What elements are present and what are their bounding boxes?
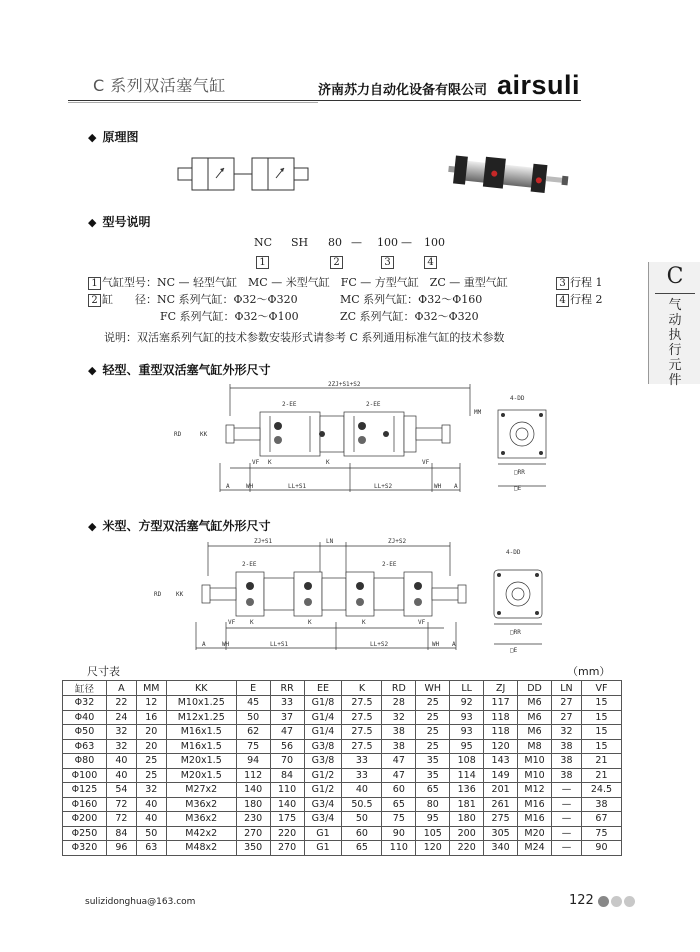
table-cell: 220 [450, 841, 484, 856]
dim-wh-left: WH [246, 483, 254, 490]
dim-vf-left: VF [252, 459, 260, 466]
model-desc-stroke1 [556, 274, 603, 290]
dimension-table [62, 680, 622, 856]
table-caption: 尺寸表 [87, 665, 120, 678]
table-cell: 90 [382, 826, 416, 841]
table-cell: 27.5 [342, 739, 382, 754]
dim-ll-s2: LL+S2 [374, 483, 393, 490]
table-cell: Φ160 [63, 797, 107, 812]
table-cell: 50 [236, 710, 270, 725]
table-cell: 37 [270, 710, 304, 725]
dim-rr: □RR [514, 469, 525, 476]
table-row [63, 725, 622, 740]
table-cell: 40 [136, 812, 166, 827]
table-cell: — [552, 841, 582, 856]
model-part-series: NC [254, 236, 273, 249]
side-tab-divider [655, 293, 695, 294]
table-cell: — [552, 826, 582, 841]
dim-k-right: K [326, 459, 330, 466]
model-index-box-2: 2 [88, 294, 101, 307]
dim-2zj: 2ZJ+S1+S2 [328, 381, 361, 388]
table-header-cell: E [236, 681, 270, 696]
table-cell: 32 [552, 725, 582, 740]
diamond-bullet-icon: ◆ [88, 520, 97, 533]
table-cell: 15 [581, 696, 621, 711]
model-desc-stroke1-text: 行程 1 [570, 276, 603, 289]
dim-e: □E [514, 485, 522, 492]
table-cell: 20 [136, 739, 166, 754]
table-cell: 105 [416, 826, 450, 841]
dim-wh-right: WH [432, 641, 440, 648]
table-cell: 25 [416, 725, 450, 740]
table-cell: 24.5 [581, 783, 621, 798]
table-cell: 33 [342, 768, 382, 783]
table-row [63, 739, 622, 754]
table-cell: 93 [450, 710, 484, 725]
dim-rd: RD [154, 591, 162, 598]
table-cell: 38 [382, 725, 416, 740]
dim-k-2: K [308, 619, 312, 626]
dim-ee-left: 2-EE [282, 401, 297, 408]
table-cell: Φ125 [63, 783, 107, 798]
table-row [63, 710, 622, 725]
table-cell: 84 [106, 826, 136, 841]
table-cell: 270 [236, 826, 270, 841]
table-cell: Φ320 [63, 841, 107, 856]
table-cell: G1 [304, 841, 342, 856]
table-cell: 27 [552, 696, 582, 711]
dim-dd: 4-DD [510, 395, 525, 402]
table-cell: 40 [342, 783, 382, 798]
dim-ee-right: 2-EE [382, 561, 397, 568]
table-cell: 50 [342, 812, 382, 827]
table-header-cell: DD [518, 681, 552, 696]
table-cell: 15 [581, 739, 621, 754]
model-desc-stroke2-text: 行程 2 [570, 293, 603, 306]
model-note: 说明：双活塞系列气缸的技术参数安装形式请参考 C 系列通用标准气缸的技术参数 [104, 331, 505, 344]
dim-ll-s1: LL+S1 [270, 641, 289, 648]
table-cell: 181 [450, 797, 484, 812]
model-part-dash2: — [401, 236, 412, 249]
table-cell: M10x1.25 [166, 696, 236, 711]
model-index-box-4: 4 [424, 256, 437, 269]
table-body [63, 696, 622, 856]
table-cell: 110 [382, 841, 416, 856]
side-tab-label: 气动执行元件 [668, 298, 682, 388]
table-header-cell: MM [136, 681, 166, 696]
table-cell: 50.5 [342, 797, 382, 812]
page-dot-1 [598, 896, 609, 907]
table-row [63, 841, 622, 856]
model-index-box-3: 3 [556, 277, 569, 290]
dim-rr: □RR [510, 629, 521, 636]
table-cell: M42x2 [166, 826, 236, 841]
table-cell: M16 [518, 797, 552, 812]
table-cell: Φ100 [63, 768, 107, 783]
table-cell: 200 [450, 826, 484, 841]
table-cell: 180 [236, 797, 270, 812]
model-desc-bore-mc: MC 系列气缸：Φ32～Φ160 [340, 293, 483, 306]
drawing-rice-square [150, 532, 550, 654]
table-header-cell: KK [166, 681, 236, 696]
table-cell: 40 [106, 768, 136, 783]
table-cell: 67 [581, 812, 621, 827]
table-cell: 32 [382, 710, 416, 725]
table-cell: 118 [484, 725, 518, 740]
footer-email: sulizidonghua@163.com [85, 897, 196, 907]
table-cell: 75 [236, 739, 270, 754]
model-part-dash1: — [351, 236, 362, 249]
table-header-cell: A [106, 681, 136, 696]
principle-schematic [170, 148, 320, 200]
table-cell: M12 [518, 783, 552, 798]
table-header-cell: WH [416, 681, 450, 696]
table-cell: 27.5 [342, 710, 382, 725]
page-series-title: C 系列双活塞气缸 [93, 76, 226, 95]
table-header-cell: RR [270, 681, 304, 696]
diamond-bullet-icon: ◆ [88, 364, 97, 377]
table-cell: 95 [450, 739, 484, 754]
table-cell: 175 [270, 812, 304, 827]
table-cell: 80 [416, 797, 450, 812]
diamond-bullet-icon: ◆ [88, 131, 97, 144]
table-cell: Φ80 [63, 754, 107, 769]
dim-a-right: A [452, 641, 456, 648]
dim-vf-right: VF [422, 459, 430, 466]
table-cell: 62 [236, 725, 270, 740]
table-cell: G1/2 [304, 783, 342, 798]
table-cell: M16x1.5 [166, 725, 236, 740]
model-index-box-1: 1 [88, 277, 101, 290]
dim-dd: 4-DD [506, 549, 521, 556]
dim-vf-right: VF [418, 619, 426, 626]
page-dot-2 [611, 896, 622, 907]
dim-kk: KK [200, 431, 208, 438]
table-cell: 21 [581, 768, 621, 783]
table-row [63, 797, 622, 812]
table-cell: 114 [450, 768, 484, 783]
section-light-heavy-text: 轻型、重型双活塞气缸外形尺寸 [102, 363, 271, 377]
table-row [63, 783, 622, 798]
model-desc-line1 [88, 274, 508, 290]
dim-e: □E [510, 647, 518, 654]
table-cell: Φ200 [63, 812, 107, 827]
header-rule [68, 100, 581, 101]
table-cell: 120 [416, 841, 450, 856]
table-cell: 350 [236, 841, 270, 856]
table-cell: 63 [136, 841, 166, 856]
model-index-box-3: 3 [381, 256, 394, 269]
table-cell: 27.5 [342, 725, 382, 740]
model-desc-type: 气缸型号：NC — 轻型气缸 MC — 米型气缸 FC — 方型气缸 ZC — 重型气缸 [102, 276, 508, 289]
dim-wh-right: WH [434, 483, 442, 490]
table-cell: 305 [484, 826, 518, 841]
model-index-box-4: 4 [556, 294, 569, 307]
side-category-tab [648, 262, 700, 388]
table-cell: 140 [236, 783, 270, 798]
table-cell: M48x2 [166, 841, 236, 856]
table-cell: 33 [342, 754, 382, 769]
table-cell: 47 [270, 725, 304, 740]
table-cell: Φ250 [63, 826, 107, 841]
dim-zj-s1: ZJ+S1 [254, 538, 273, 545]
table-header-cell: LL [450, 681, 484, 696]
table-cell: M20x1.5 [166, 754, 236, 769]
model-part-stroke1: 100 [377, 236, 398, 249]
table-cell: — [552, 797, 582, 812]
dim-ee-right: 2-EE [366, 401, 381, 408]
table-cell: 140 [270, 797, 304, 812]
table-cell: M36x2 [166, 797, 236, 812]
table-cell: G1/8 [304, 696, 342, 711]
schematic-cylinder-left [192, 158, 234, 190]
table-cell: 75 [382, 812, 416, 827]
dim-zj-s2: ZJ+S2 [388, 538, 407, 545]
table-cell: 143 [484, 754, 518, 769]
table-row [63, 768, 622, 783]
model-part-stroke2: 100 [424, 236, 445, 249]
table-cell: 136 [450, 783, 484, 798]
table-cell: 75 [581, 826, 621, 841]
table-unit: （mm） [567, 665, 611, 678]
table-cell: 22 [106, 696, 136, 711]
table-cell: 112 [236, 768, 270, 783]
schematic-cylinder-right [252, 158, 294, 190]
table-cell: G1/4 [304, 710, 342, 725]
table-cell: M20 [518, 826, 552, 841]
table-cell: — [552, 812, 582, 827]
table-header-cell: RD [382, 681, 416, 696]
table-header-cell: EE [304, 681, 342, 696]
table-cell: M8 [518, 739, 552, 754]
company-name: 济南苏力自动化设备有限公司 [318, 83, 488, 98]
table-cell: 50 [136, 826, 166, 841]
dim-kk: KK [176, 591, 184, 598]
table-cell: G1 [304, 826, 342, 841]
table-cell: 38 [552, 754, 582, 769]
table-cell: 15 [581, 725, 621, 740]
table-cell: Φ63 [63, 739, 107, 754]
table-cell: 38 [382, 739, 416, 754]
table-cell: 65 [416, 783, 450, 798]
table-cell: 261 [484, 797, 518, 812]
section-rice-square-text: 米型、方型双活塞气缸外形尺寸 [102, 519, 271, 533]
table-cell: 35 [416, 768, 450, 783]
dim-ll-s2: LL+S2 [370, 641, 389, 648]
table-cell: 72 [106, 797, 136, 812]
table-cell: 21 [581, 754, 621, 769]
table-cell: 25 [416, 710, 450, 725]
table-cell: 149 [484, 768, 518, 783]
table-cell: 38 [581, 797, 621, 812]
model-desc-line2 [88, 291, 298, 307]
table-cell: 180 [450, 812, 484, 827]
model-part-bore: 80 [328, 236, 342, 249]
table-cell: 32 [136, 783, 166, 798]
table-cell: M6 [518, 696, 552, 711]
table-cell: Φ50 [63, 725, 107, 740]
section-principle-text: 原理图 [102, 130, 139, 144]
table-cell: 16 [136, 710, 166, 725]
table-cell: 65 [342, 841, 382, 856]
table-row [63, 754, 622, 769]
table-cell: 92 [450, 696, 484, 711]
table-header-cell: 缸径 [63, 681, 107, 696]
table-cell: M24 [518, 841, 552, 856]
table-cell: 118 [484, 710, 518, 725]
table-cell: 60 [382, 783, 416, 798]
table-header-row [63, 681, 622, 696]
table-cell: Φ40 [63, 710, 107, 725]
table-cell: 96 [106, 841, 136, 856]
table-cell: M16x1.5 [166, 739, 236, 754]
table-cell: 15 [581, 710, 621, 725]
table-cell: 32 [106, 739, 136, 754]
table-cell: 340 [484, 841, 518, 856]
dim-a-left: A [226, 483, 230, 490]
table-cell: 25 [416, 696, 450, 711]
table-cell: 110 [270, 783, 304, 798]
table-cell: 47 [382, 768, 416, 783]
diamond-bullet-icon: ◆ [88, 216, 97, 229]
table-cell: 90 [581, 841, 621, 856]
dim-ee-left: 2-EE [242, 561, 257, 568]
page-dot-3 [624, 896, 635, 907]
model-desc-bore-zc: ZC 系列气缸：Φ32～Φ320 [340, 310, 479, 323]
section-model-heading [88, 213, 150, 230]
table-row [63, 812, 622, 827]
section-principle-heading [88, 128, 138, 145]
header-rule-secondary [68, 102, 318, 103]
dim-vf-left: VF [228, 619, 236, 626]
table-cell: 20 [136, 725, 166, 740]
section-light-heavy-heading [88, 361, 270, 378]
table-cell: 38 [552, 739, 582, 754]
table-cell: G3/4 [304, 797, 342, 812]
table-cell: 108 [450, 754, 484, 769]
table-cell: 65 [382, 797, 416, 812]
dim-a-right: A [454, 483, 458, 490]
table-cell: G3/8 [304, 739, 342, 754]
table-cell: 33 [270, 696, 304, 711]
table-cell: M10 [518, 768, 552, 783]
table-cell: 117 [484, 696, 518, 711]
table-cell: 40 [106, 754, 136, 769]
table-cell: 275 [484, 812, 518, 827]
table-cell: 12 [136, 696, 166, 711]
table-cell: 32 [106, 725, 136, 740]
dim-k-left: K [268, 459, 272, 466]
table-cell: 40 [136, 797, 166, 812]
table-cell: 72 [106, 812, 136, 827]
table-cell: G3/8 [304, 754, 342, 769]
table-cell: 56 [270, 739, 304, 754]
table-cell: 25 [136, 754, 166, 769]
dim-ll-s1: LL+S1 [288, 483, 307, 490]
model-index-box-1: 1 [256, 256, 269, 269]
dim-k-3: K [362, 619, 366, 626]
table-row [63, 696, 622, 711]
table-header-cell: ZJ [484, 681, 518, 696]
table-header-cell: VF [581, 681, 621, 696]
table-cell: M27x2 [166, 783, 236, 798]
table-cell: G3/4 [304, 812, 342, 827]
table-cell: 38 [552, 768, 582, 783]
table-cell: 270 [270, 841, 304, 856]
table-cell: 27 [552, 710, 582, 725]
dim-a-left: A [202, 641, 206, 648]
model-part-type: SH [291, 236, 309, 249]
table-cell: 35 [416, 754, 450, 769]
table-cell: M6 [518, 710, 552, 725]
table-cell: 60 [342, 826, 382, 841]
table-cell: 54 [106, 783, 136, 798]
table-header-cell: LN [552, 681, 582, 696]
table-cell: 47 [382, 754, 416, 769]
dim-ln: LN [326, 538, 334, 545]
brand-logo-text: airsuli [497, 70, 581, 100]
table-cell: 120 [484, 739, 518, 754]
table-cell: 93 [450, 725, 484, 740]
table-cell: 24 [106, 710, 136, 725]
model-desc-stroke2 [556, 291, 603, 307]
table-cell: G1/4 [304, 725, 342, 740]
dim-k-1: K [250, 619, 254, 626]
table-cell: 25 [136, 768, 166, 783]
model-desc-bore-fc: FC 系列气缸：Φ32～Φ100 [160, 310, 299, 323]
table-cell: M12x1.25 [166, 710, 236, 725]
table-cell: 28 [382, 696, 416, 711]
table-cell: M6 [518, 725, 552, 740]
section-model-text: 型号说明 [102, 215, 151, 229]
table-row [63, 826, 622, 841]
table-cell: M36x2 [166, 812, 236, 827]
table-cell: — [552, 783, 582, 798]
table-cell: G1/2 [304, 768, 342, 783]
dim-mm: MM [474, 409, 482, 416]
table-cell: 70 [270, 754, 304, 769]
table-cell: Φ32 [63, 696, 107, 711]
table-cell: 230 [236, 812, 270, 827]
table-cell: 220 [270, 826, 304, 841]
table-cell: 94 [236, 754, 270, 769]
table-cell: M10 [518, 754, 552, 769]
table-cell: 27.5 [342, 696, 382, 711]
drawing-light-heavy [170, 378, 550, 496]
dim-rd: RD [174, 431, 182, 438]
table-cell: 45 [236, 696, 270, 711]
model-index-box-2: 2 [330, 256, 343, 269]
dim-wh-left: WH [222, 641, 230, 648]
table-cell: 201 [484, 783, 518, 798]
cylinder-product-image [440, 153, 575, 201]
table-cell: 95 [416, 812, 450, 827]
table-cell: 25 [416, 739, 450, 754]
page-number: 122 [569, 893, 594, 908]
table-cell: M20x1.5 [166, 768, 236, 783]
model-desc-bore-nc: 缸 径：NC 系列气缸：Φ32～Φ320 [102, 293, 298, 306]
table-header-cell: K [342, 681, 382, 696]
table-cell: 84 [270, 768, 304, 783]
side-tab-letter: C [666, 264, 684, 289]
table-cell: M16 [518, 812, 552, 827]
